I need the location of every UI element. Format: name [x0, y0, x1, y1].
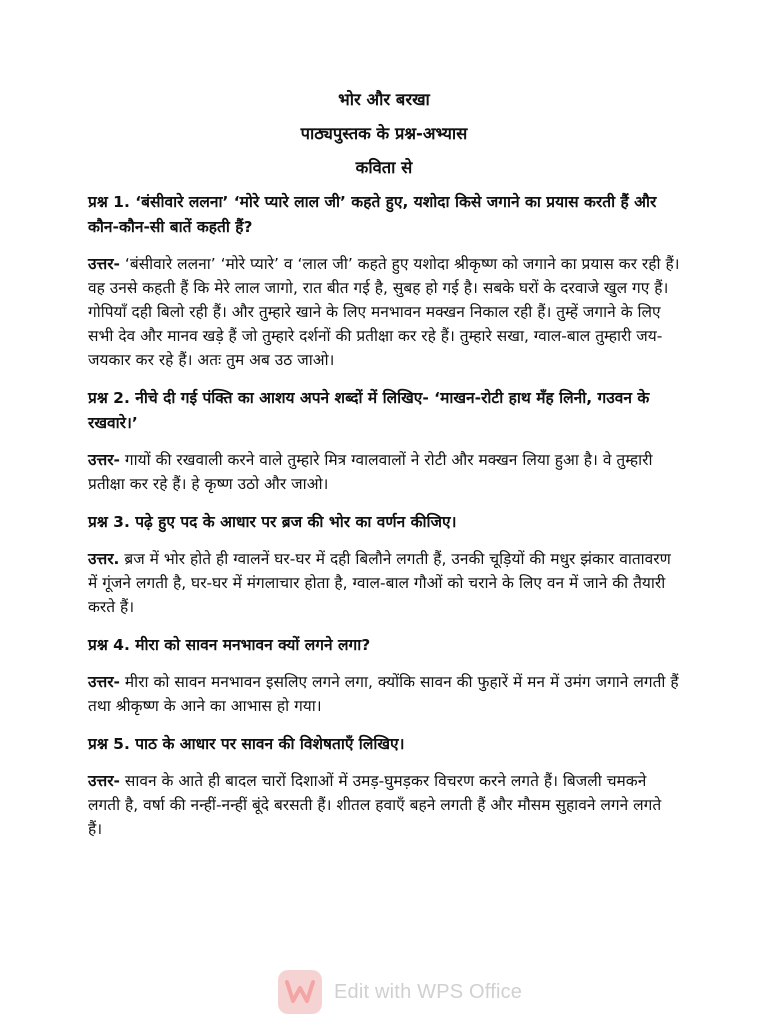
qa-block-5 — [88, 732, 680, 841]
answer-text: ‘बंसीवारे ललना’ ‘मोरे प्यारे’ व ‘लाल जी’ कहते हुए यशोदा श्रीकृष्ण को जगाने का प्रयास कर रही हैं। वह उनसे कहती हैं कि मेरे लाल जागो, रात बीत गई है, सुबह हो गई है। सबके घरों के दरवाजे खुल गए हैं। गोपियाँ दही बिलो रही हैं। और तुम्हारे खाने के लिए मनभावन मक्खन निकाल रही हैं। तुम्हें जगाने के लिए सभी देव और मानव खड़े हैं जो तुम्हारे दर्शनों की प्रतीक्षा कर रहे हैं। तुम्हारे सखा, ग्वाल-बाल तुम्हारी जय-जयकार कर रहे हैं। अतः तुम अब उठ जाओ। — [88, 255, 680, 369]
answer-3 — [88, 547, 680, 619]
answer-text: सावन के आते ही बादल चारों दिशाओं में उमड़-घुमड़कर विचरण करने लगते हैं। बिजली चमकने लगती है, वर्षा की नन्हीं-नन्हीं बूंदे बरसती हैं। शीतल हवाएँ बहने लगती हैं और मौसम सुहावने लगने लगते हैं। — [88, 772, 662, 838]
answer-text: मीरा को सावन मनभावन इसलिए लगने लगा, क्योंकि सावन की फुहारें में मन में उमंग जगाने लगती हैं तथा श्रीकृष्ण के आने का आभास हो गया। — [88, 673, 679, 715]
answer-5 — [88, 769, 680, 841]
watermark-text: Edit with WPS Office — [334, 980, 523, 1003]
question-5: प्रश्न 5. पाठ के आधार पर सावन की विशेषताएँ लिखिए। — [88, 735, 405, 753]
qa-block-3 — [88, 510, 680, 619]
section-heading: पाठ्यपुस्तक के प्रश्न-अभ्यास — [300, 124, 468, 143]
subsection-heading: कविता से — [355, 158, 413, 177]
answer-label: उत्तर- — [88, 772, 120, 790]
qa-block-2 — [88, 386, 680, 496]
answer-label: उत्तर. — [88, 550, 120, 568]
wps-watermark[interactable] — [278, 968, 522, 1016]
document-content — [88, 88, 680, 855]
answer-label: उत्तर- — [88, 451, 120, 469]
answer-text: गायों की रखवाली करने वाले तुम्हारे मित्र ग्वालवालों ने रोटी और मक्खन लिया हुआ है। वे तुम्हारी प्रतीक्षा कर रहे हैं। हे कृष्ण उठो और जाओ। — [88, 451, 653, 493]
answer-4 — [88, 670, 680, 718]
answer-label: उत्तर- — [88, 255, 120, 273]
question-4: प्रश्न 4. मीरा को सावन मनभावन क्यों लगने लगा? — [88, 636, 371, 654]
answer-2 — [88, 448, 680, 496]
wps-logo-icon — [278, 970, 322, 1014]
question-1: प्रश्न 1. ‘बंसीवारे ललना’ ‘मोरे प्यारे लाल जी’ कहते हुए, यशोदा किसे जगाने का प्रयास करती हैं और कौन-कौन-सी बातें कहती हैं? — [88, 193, 657, 236]
question-2: प्रश्न 2. नीचे दी गई पंक्ति का आशय अपने शब्दों में लिखिए- ‘माखन-रोटी हाथ मँह लिनी, गउवन के रखवारे।’ — [88, 389, 650, 432]
question-3: प्रश्न 3. पढ़े हुए पद के आधार पर ब्रज की भोर का वर्णन कीजिए। — [88, 513, 457, 531]
answer-1 — [88, 252, 680, 372]
answer-text: ब्रज में भोर होते ही ग्वालनें घर-घर में दही बिलौने लगती हैं, उनकी चूड़ियों की मधुर झंकार वातावरण में गूंजने लगती है, घर-घर में मंगलाचार होता है, ग्वाल-बाल गौओं को चराने के लिए वन में जाने की तैयारी करते हैं। — [88, 550, 671, 616]
qa-block-4 — [88, 633, 680, 718]
answer-label: उत्तर- — [88, 673, 120, 691]
document-title: भोर और बरखा — [338, 90, 430, 109]
qa-block-1 — [88, 190, 680, 372]
